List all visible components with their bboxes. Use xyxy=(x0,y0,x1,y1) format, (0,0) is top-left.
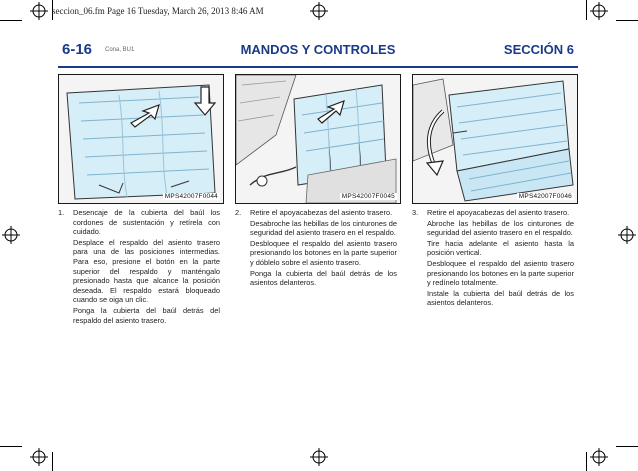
registration-mark-left-middle xyxy=(2,226,20,244)
figure-1 xyxy=(58,74,224,204)
step-paragraph: Abroche las hebillas de los cinturones de seguridad del asiento trasero en el respaldo. xyxy=(427,218,574,238)
step-1 xyxy=(58,208,220,326)
step-paragraph: Desbloquee el respaldo del asiento trasero presionando los botones en la parte superior y dóblelo sobre el asiento trasero. xyxy=(250,238,397,267)
page-header xyxy=(58,38,578,64)
trim-line-top-left xyxy=(0,20,22,21)
registration-mark-top-right xyxy=(590,2,608,20)
registration-mark-top-center xyxy=(310,2,328,20)
step-paragraph: Desabroche las hebillas de los cinturones de seguridad del asiento trasero en el respaldo. xyxy=(250,218,397,238)
registration-mark-bottom-left xyxy=(30,448,48,466)
trim-line-right-top xyxy=(586,0,587,20)
step-paragraph: Instale la cubierta del baúl detrás de los asientos delanteros. xyxy=(427,288,574,308)
step-body xyxy=(427,208,574,308)
registration-mark-top-left xyxy=(30,2,48,20)
page-number: 6-16 xyxy=(62,41,93,58)
trim-line-bottom-right xyxy=(616,446,638,447)
step-2 xyxy=(235,208,397,289)
seat-fold-illustration xyxy=(413,75,577,203)
registration-mark-bottom-center xyxy=(310,448,328,466)
trim-line-left-bottom xyxy=(52,452,53,471)
step-paragraph: Ponga la cubierta del baúl detrás de los asientos delanteros. xyxy=(250,268,397,288)
step-body xyxy=(250,208,397,288)
section-label: SECCIÓN 6 xyxy=(503,42,574,57)
trim-line-bottom-left xyxy=(0,446,22,447)
figure-3 xyxy=(412,74,578,204)
registration-mark-right-middle xyxy=(618,226,636,244)
step-paragraph: Retire el apoyacabezas del asiento trasero. xyxy=(427,208,570,217)
trunk-cover-illustration xyxy=(59,75,223,203)
step-paragraph: Ponga la cubierta del baúl detrás del respaldo del asiento trasero. xyxy=(73,305,220,325)
figure-code: MPS42007F0045 xyxy=(341,193,395,200)
step-3 xyxy=(412,208,574,309)
rear-seat-illustration xyxy=(236,75,400,203)
step-paragraph: Desplace el respaldo del asiento trasero para una de las posiciones intermedias. Para eso, presione el botón en la parte superior del respaldo y manténgalo presionado hasta que alcance la posición deseada. El respaldo estará bloqueado cuando se oiga un clic. xyxy=(73,237,220,305)
step-paragraph: Desbloquee el respaldo del asiento trasero presionando los botones en la parte superior y redínelo totalmente. xyxy=(427,258,574,288)
registration-mark-bottom-right xyxy=(590,448,608,466)
trim-line-right-bottom xyxy=(586,452,587,471)
step-number: 1. xyxy=(58,208,65,217)
step-paragraph: Tire hacia adelante el asiento hasta la posición vertical. xyxy=(427,238,574,258)
step-paragraph: Retire el apoyacabezas del asiento trasero. xyxy=(250,208,393,217)
chapter-title: MANDOS Y CONTROLES xyxy=(240,42,396,57)
figure-2 xyxy=(235,74,401,204)
figure-code: MPS42007F0044 xyxy=(164,193,218,200)
step-number: 2. xyxy=(235,208,242,217)
figure-code: MPS42007F0046 xyxy=(518,193,572,200)
step-number: 3. xyxy=(412,208,419,217)
print-slug: seccion_06.fm Page 16 Tuesday, March 26, 2013 8:46 AM xyxy=(52,6,264,16)
trim-line-top-right xyxy=(616,20,638,21)
page-subcode: Cona, BU1 xyxy=(105,47,135,53)
step-paragraph: Desencaje de la cubierta del baúl los cordones de sustentación y retírela con cuidado. xyxy=(73,208,220,237)
header-rule xyxy=(58,66,578,68)
step-body xyxy=(73,208,220,325)
